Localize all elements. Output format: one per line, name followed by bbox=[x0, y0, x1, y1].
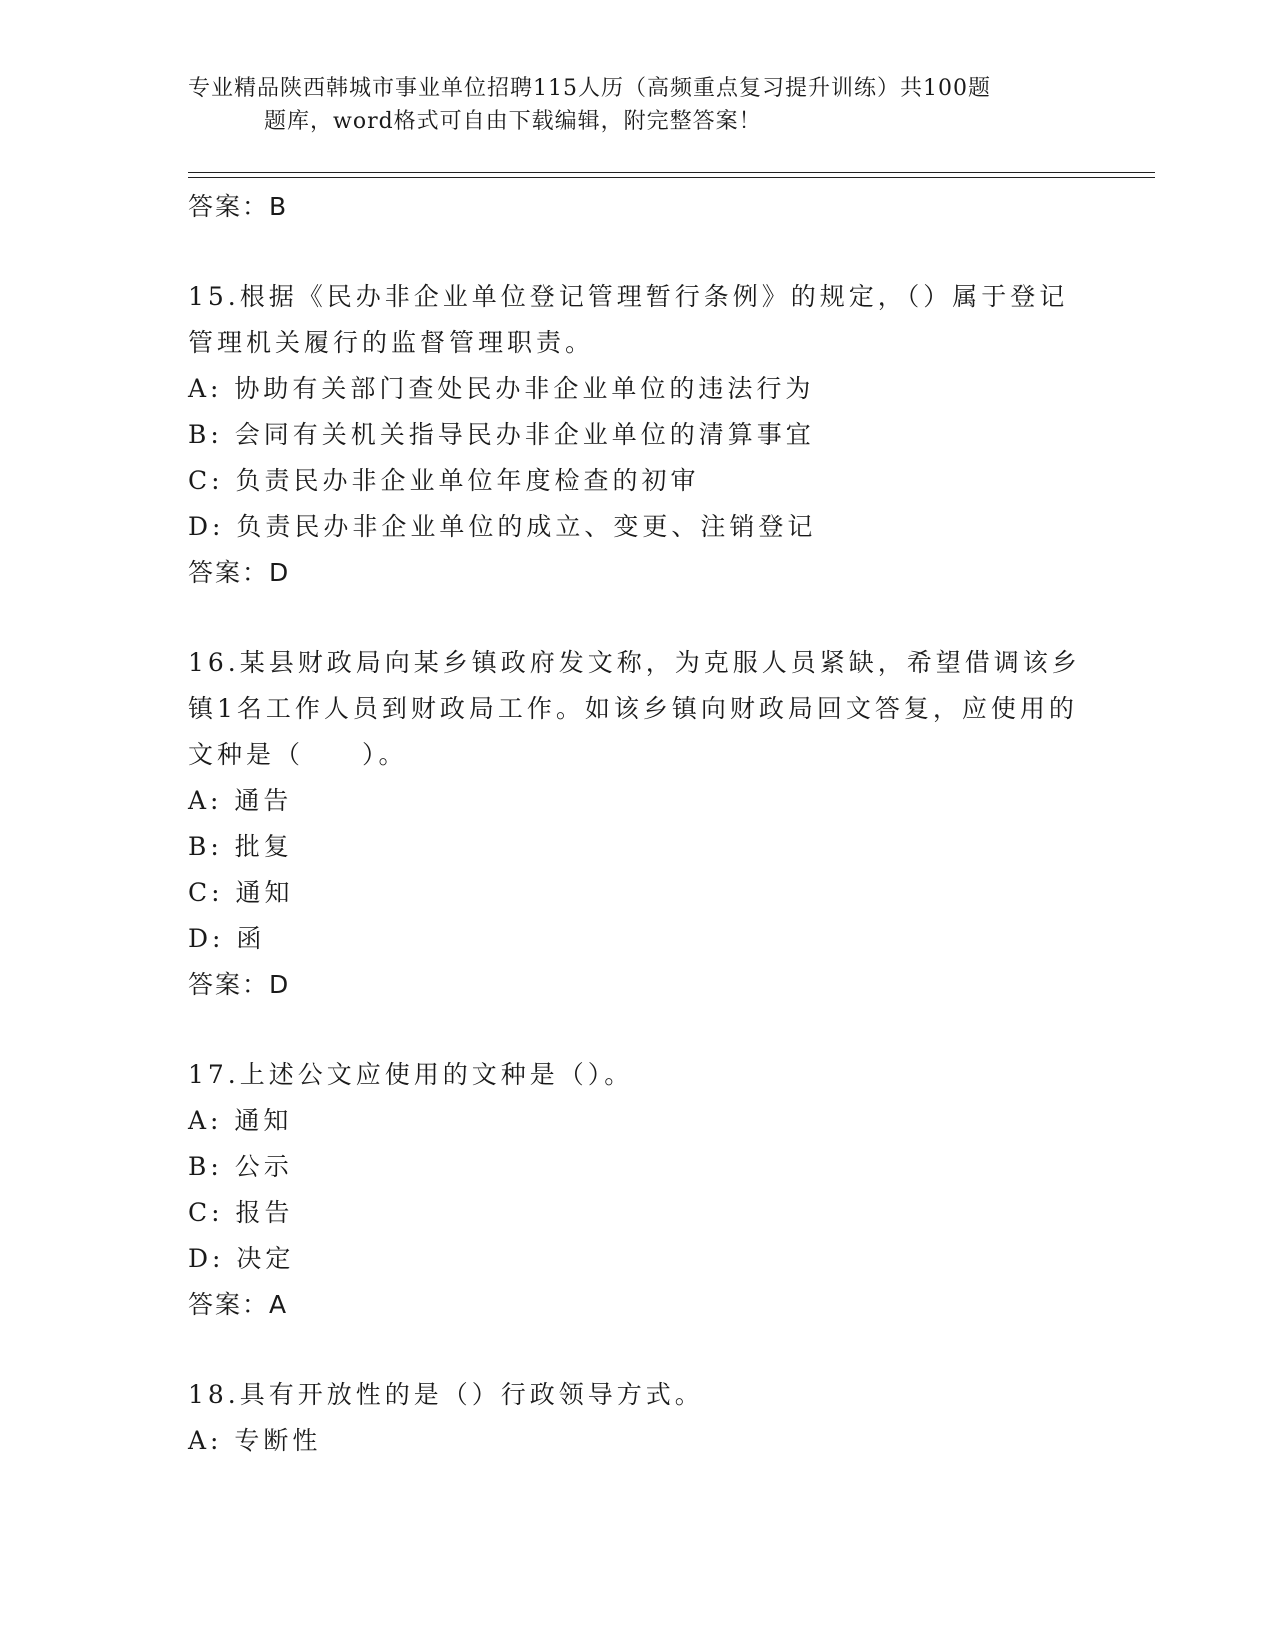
answer-label: 答案：D bbox=[188, 970, 291, 999]
option-d: D: 负责民办非企业单位的成立、变更、注销登记 bbox=[188, 512, 817, 541]
option-d: D: 决定 bbox=[188, 1244, 295, 1273]
option-b: B: 公示 bbox=[188, 1152, 293, 1181]
question-15 bbox=[188, 274, 1088, 596]
header-divider-top bbox=[188, 172, 1155, 173]
option-c: C: 通知 bbox=[188, 878, 294, 907]
header-title-line-2: 题库，word格式可自由下载编辑，附完整答案！ bbox=[264, 109, 762, 134]
question-18 bbox=[188, 1372, 1088, 1464]
option-c: C: 负责民办非企业单位年度检查的初审 bbox=[188, 466, 700, 495]
question-17 bbox=[188, 1052, 1088, 1328]
document-header bbox=[188, 72, 1068, 138]
header-title-line-1: 专业精品陕西韩城市事业单位招聘115人历（高频重点复习提升训练）共100题 bbox=[188, 76, 991, 101]
header-divider-bottom bbox=[188, 177, 1155, 178]
question-list bbox=[188, 184, 1088, 1464]
answer-label: 答案：D bbox=[188, 558, 291, 587]
option-c: C: 报告 bbox=[188, 1198, 294, 1227]
option-b: B: 会同有关机关指导民办非企业单位的清算事宜 bbox=[188, 420, 815, 449]
option-a: A: 通告 bbox=[188, 786, 293, 815]
question-text: 17.上述公文应使用的文种是（）。 bbox=[188, 1060, 634, 1089]
option-b: B: 批复 bbox=[188, 832, 293, 861]
question-16 bbox=[188, 640, 1088, 1008]
question-text: 18.具有开放性的是（）行政领导方式。 bbox=[188, 1380, 704, 1409]
option-d: D: 函 bbox=[188, 924, 266, 953]
option-a: A: 通知 bbox=[188, 1106, 293, 1135]
option-a: A: 专断性 bbox=[188, 1426, 322, 1455]
question-text: 15.根据《民办非企业单位登记管理暂行条例》的规定，（）属于登记管理机关履行的监督管理职责。 bbox=[188, 282, 1069, 357]
answer-label: 答案：A bbox=[188, 1290, 289, 1319]
question-text: 16.某县财政局向某乡镇政府发文称，为克服人员紧缺，希望借调该乡镇1名工作人员到财政局工作。如该乡镇向财政局回文答复，应使用的文种是（ ）。 bbox=[188, 648, 1081, 769]
option-a: A: 协助有关部门查处民办非企业单位的违法行为 bbox=[188, 374, 815, 403]
previous-answer: 答案：B bbox=[188, 192, 289, 221]
